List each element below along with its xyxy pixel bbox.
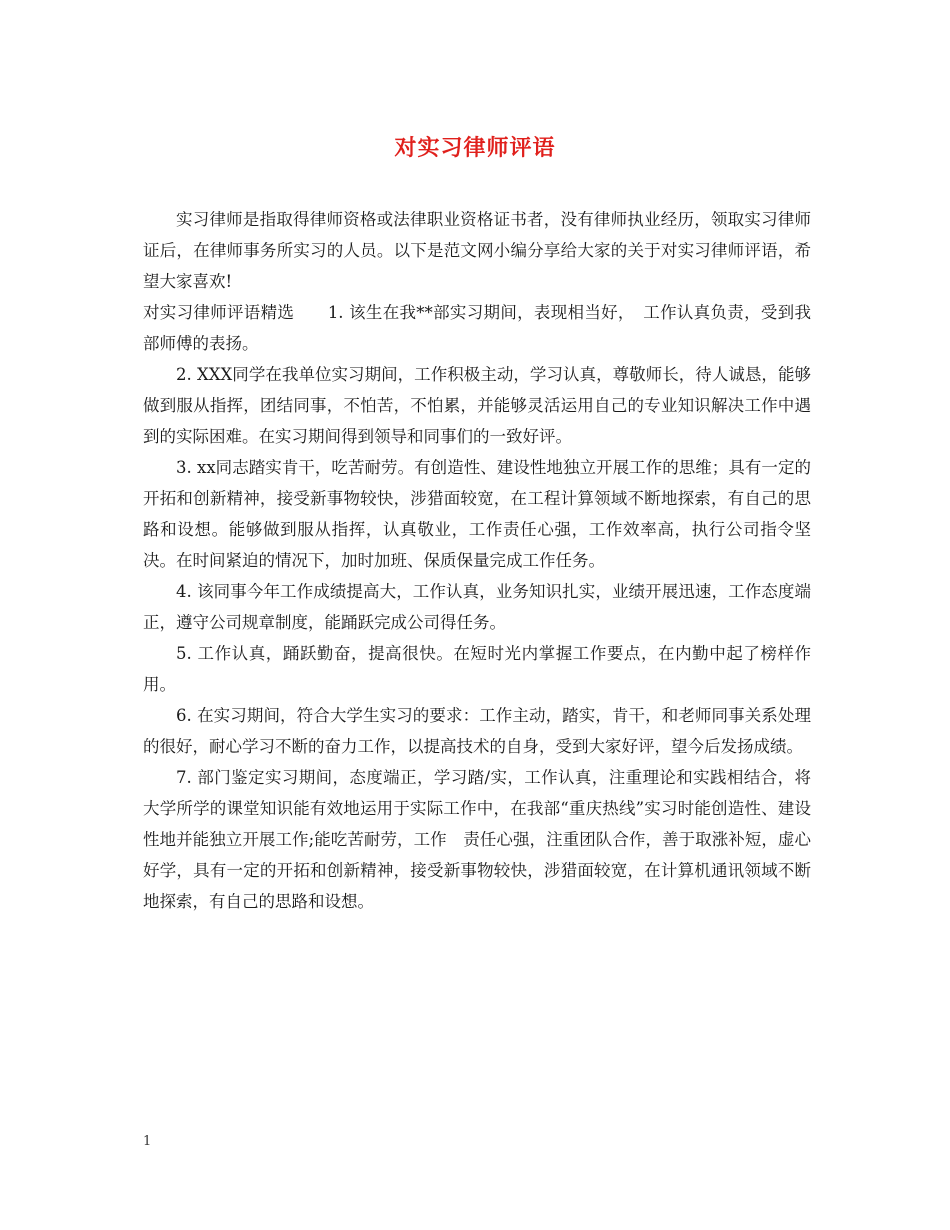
comment-paragraph-4: 4. 该同事今年工作成绩提高大，工作认真，业务知识扎实，业绩开展迅速，工作态度端正，遵守公司规章制度，能踊跃完成公司得任务。 — [143, 582, 811, 632]
document-body — [143, 204, 811, 917]
comment-paragraph-5: 5. 工作认真，踊跃勤奋，提高很快。在短时光内掌握工作要点，在内勤中起了榜样作用。 — [143, 644, 811, 694]
comment-paragraph-1: 对实习律师评语精选 1. 该生在我**部实习期间，表现相当好， 工作认真负责，受到我部师傅的表扬。 — [143, 303, 811, 353]
comment-paragraph-7: 7. 部门鉴定实习期间，态度端正，学习踏/实，工作认真，注重理论和实践相结合，将大学所学的课堂知识能有效地运用于实际工作中，在我部“重庆热线”实习时能创造性、建设性地并能独立开展工作;能吃苦耐劳，工作 责任心强，注重团队合作，善于取涨补短，虚心好学，具有一定的开拓和创新精神，接受新事物较快，涉猎面较宽，在计算机通讯领域不断地探索，有自己的思路和设想。 — [143, 768, 811, 911]
document-title: 对实习律师评语 — [394, 135, 556, 161]
comment-paragraph-2: 2. XXX同学在我单位实习期间，工作积极主动，学习认真，尊敬师长，待人诚恳，能够做到服从指挥，团结同事，不怕苦，不怕累，并能够灵活运用自己的专业知识解决工作中遇到的实际困难。在实习期间得到领导和同事们的一致好评。 — [143, 365, 811, 446]
page-number: 1 — [143, 1134, 152, 1149]
comment-paragraph-6: 6. 在实习期间，符合大学生实习的要求：工作主动，踏实，肯干，和老师同事关系处理的很好，耐心学习不断的奋力工作，以提高技术的自身，受到大家好评，望今后发扬成绩。 — [143, 706, 811, 756]
comment-paragraph-3: 3. xx同志踏实肯干，吃苦耐劳。有创造性、建设性地独立开展工作的思维；具有一定的开拓和创新精神，接受新事物较快，涉猎面较宽，在工程计算领域不断地探索，有自己的思路和设想。能够做到服从指挥，认真敬业，工作责任心强，工作效率高，执行公司指令坚决。在时间紧迫的情况下，加时加班、保质保量完成工作任务。 — [143, 458, 811, 570]
intro-paragraph: 实习律师是指取得律师资格或法律职业资格证书者，没有律师执业经历，领取实习律师证后，在律师事务所实习的人员。以下是范文网小编分享给大家的关于对实习律师评语，希望大家喜欢! — [143, 210, 811, 291]
